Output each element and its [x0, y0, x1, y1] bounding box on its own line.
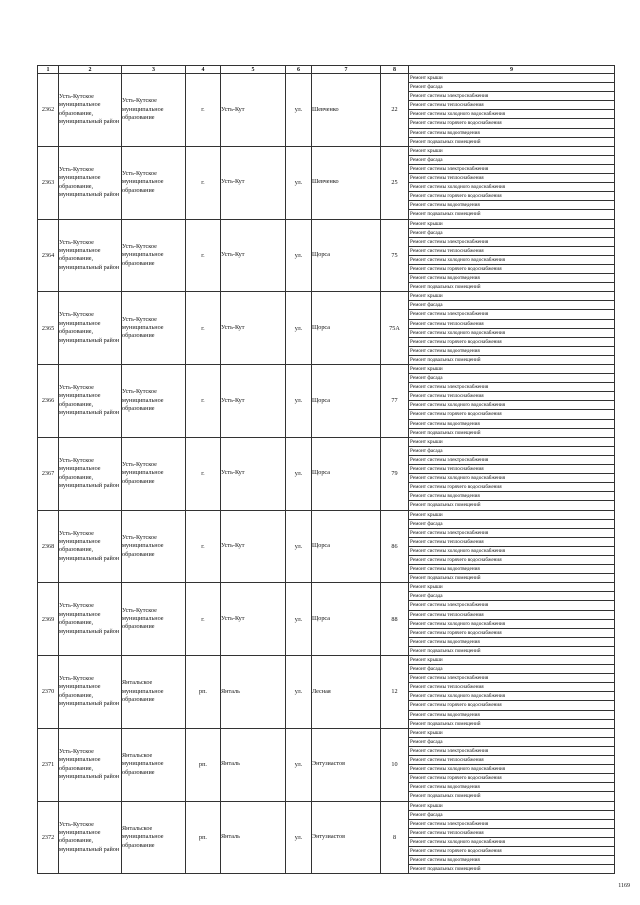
street-name-cell: Энтузиастов — [312, 801, 381, 874]
municipality-cell: Янтальское муниципальное образование — [122, 801, 186, 874]
municipality-cell: Усть-Кутское муниципальное образование — [122, 292, 186, 365]
header-col-3: 3 — [122, 66, 186, 74]
repair-work-item: Ремонт системы электроснабжения — [409, 529, 614, 538]
repair-work-item: Ремонт системы теплоснабжения — [409, 320, 614, 329]
repair-work-item: Ремонт подвальных помещений — [410, 866, 481, 873]
municipal-district-cell: Усть-Кутское муниципальное образование, муниципальный район — [59, 292, 122, 365]
repair-work-item: Ремонт системы горячего водоснабжения — [409, 338, 614, 347]
repair-works-cell — [409, 437, 615, 510]
street-type-cell: ул. — [286, 510, 312, 583]
repair-work-item: Ремонт системы холодного водоснабжения — [409, 183, 614, 192]
settlement-name-cell: Усть-Кут — [221, 583, 286, 656]
record-number-cell: 2366 — [38, 365, 59, 438]
municipality-cell: Усть-Кутское муниципальное образование — [122, 219, 186, 292]
street-type-cell: ул. — [286, 728, 312, 801]
municipal-district-cell: Усть-Кутское муниципальное образование, муниципальный район — [59, 74, 122, 147]
header-col-2: 2 — [59, 66, 122, 74]
repair-work-item: Ремонт системы горячего водоснабжения — [409, 774, 614, 783]
settlement-type-cell: г. — [186, 365, 221, 438]
header-col-4: 4 — [186, 66, 221, 74]
repair-work-item: Ремонт крыши — [409, 656, 614, 665]
repair-work-item: Ремонт системы холодного водоснабжения — [409, 620, 614, 629]
municipality-cell: Усть-Кутское муниципальное образование — [122, 583, 186, 656]
repair-work-item: Ремонт крыши — [409, 438, 614, 447]
record-number-cell: 2364 — [38, 219, 59, 292]
record-number-cell: 2370 — [38, 656, 59, 729]
settlement-type-cell: г. — [186, 437, 221, 510]
repair-work-item: Ремонт подвальных помещений — [410, 502, 481, 509]
repair-work-item: Ремонт подвальных помещений — [410, 138, 481, 145]
repair-works-cell — [409, 365, 615, 438]
repair-work-item: Ремонт крыши — [409, 583, 614, 592]
repair-work-item: Ремонт системы теплоснабжения — [409, 174, 614, 183]
repair-work-item: Ремонт системы электроснабжения — [409, 238, 614, 247]
house-number-cell: 88 — [381, 583, 409, 656]
repair-work-item: Ремонт фасада — [409, 447, 614, 456]
header-col-5: 5 — [221, 66, 286, 74]
repair-work-item: Ремонт системы горячего водоснабжения — [409, 410, 614, 419]
repair-work-item: Ремонт системы холодного водоснабжения — [409, 110, 614, 119]
repair-works-cell — [409, 656, 615, 729]
settlement-name-cell: Усть-Кут — [221, 74, 286, 147]
repair-work-item: Ремонт системы холодного водоснабжения — [409, 765, 614, 774]
record-number-cell: 2362 — [38, 74, 59, 147]
record-number-cell: 2363 — [38, 146, 59, 219]
repair-work-item: Ремонт системы холодного водоснабжения — [409, 838, 614, 847]
record-number-cell: 2367 — [38, 437, 59, 510]
repair-works-cell — [409, 801, 615, 874]
repair-work-item: Ремонт системы электроснабжения — [409, 310, 614, 319]
street-name-cell: Лесная — [312, 656, 381, 729]
street-type-cell: ул. — [286, 365, 312, 438]
record-number-cell: 2365 — [38, 292, 59, 365]
settlement-type-cell: рп. — [186, 728, 221, 801]
municipal-district-cell: Усть-Кутское муниципальное образование, муниципальный район — [59, 801, 122, 874]
municipal-district-cell: Усть-Кутское муниципальное образование, муниципальный район — [59, 510, 122, 583]
repair-work-item: Ремонт системы водоотведения — [409, 492, 614, 501]
settlement-name-cell: Усть-Кут — [221, 510, 286, 583]
repair-work-item: Ремонт системы теплоснабжения — [409, 247, 614, 256]
house-number-cell: 8 — [381, 801, 409, 874]
repair-work-item: Ремонт системы электроснабжения — [409, 674, 614, 683]
house-number-cell: 10 — [381, 728, 409, 801]
repair-work-item: Ремонт системы горячего водоснабжения — [409, 701, 614, 710]
street-name-cell: Щорса — [312, 510, 381, 583]
table-row — [38, 219, 615, 292]
repair-work-item: Ремонт системы водоотведения — [409, 129, 614, 138]
repair-works-cell — [409, 583, 615, 656]
street-type-cell: ул. — [286, 219, 312, 292]
repair-work-item: Ремонт системы водоотведения — [409, 420, 614, 429]
repair-works-cell — [409, 74, 615, 147]
page-number: 1169 — [618, 883, 630, 889]
repair-work-item: Ремонт фасада — [409, 520, 614, 529]
repair-work-item: Ремонт фасада — [409, 229, 614, 238]
municipal-district-cell: Усть-Кутское муниципальное образование, муниципальный район — [59, 583, 122, 656]
repair-work-item: Ремонт подвальных помещений — [410, 720, 481, 727]
repair-work-item: Ремонт системы теплоснабжения — [409, 392, 614, 401]
repair-work-item: Ремонт крыши — [409, 802, 614, 811]
repair-work-item: Ремонт системы водоотведения — [409, 783, 614, 792]
settlement-type-cell: г. — [186, 292, 221, 365]
repair-work-item: Ремонт фасада — [409, 738, 614, 747]
repair-work-item: Ремонт системы горячего водоснабжения — [409, 265, 614, 274]
repair-work-item: Ремонт системы горячего водоснабжения — [409, 556, 614, 565]
street-name-cell: Шевченко — [312, 146, 381, 219]
municipality-cell: Усть-Кутское муниципальное образование — [122, 365, 186, 438]
repair-work-item: Ремонт системы водоотведения — [409, 347, 614, 356]
repair-work-item: Ремонт системы горячего водоснабжения — [409, 629, 614, 638]
repair-work-item: Ремонт системы горячего водоснабжения — [409, 119, 614, 128]
record-number-cell: 2372 — [38, 801, 59, 874]
repair-work-item: Ремонт подвальных помещений — [410, 647, 481, 654]
repair-work-item: Ремонт системы теплоснабжения — [409, 683, 614, 692]
settlement-type-cell: рп. — [186, 801, 221, 874]
repair-work-item: Ремонт подвальных помещений — [410, 575, 481, 582]
repair-work-item: Ремонт системы водоотведения — [409, 274, 614, 283]
table-row — [38, 146, 615, 219]
repair-work-item: Ремонт крыши — [409, 729, 614, 738]
street-type-cell: ул. — [286, 292, 312, 365]
repair-work-item: Ремонт системы холодного водоснабжения — [409, 256, 614, 265]
repair-work-item: Ремонт системы горячего водоснабжения — [409, 847, 614, 856]
settlement-name-cell: Усть-Кут — [221, 219, 286, 292]
repair-work-item: Ремонт крыши — [409, 220, 614, 229]
street-type-cell: ул. — [286, 583, 312, 656]
repair-work-item: Ремонт подвальных помещений — [410, 284, 481, 291]
repair-work-item: Ремонт системы теплоснабжения — [409, 611, 614, 620]
municipality-cell: Усть-Кутское муниципальное образование — [122, 510, 186, 583]
table-row — [38, 437, 615, 510]
municipal-district-cell: Усть-Кутское муниципальное образование, муниципальный район — [59, 365, 122, 438]
municipal-district-cell: Усть-Кутское муниципальное образование, муниципальный район — [59, 146, 122, 219]
record-number-cell: 2371 — [38, 728, 59, 801]
table-row — [38, 801, 615, 874]
repair-work-item: Ремонт системы электроснабжения — [409, 820, 614, 829]
repair-work-item: Ремонт крыши — [409, 365, 614, 374]
repair-work-item: Ремонт фасада — [409, 156, 614, 165]
municipality-cell: Янтальское муниципальное образование — [122, 728, 186, 801]
repair-work-item: Ремонт системы теплоснабжения — [409, 756, 614, 765]
repair-work-item: Ремонт системы теплоснабжения — [409, 101, 614, 110]
repair-work-item: Ремонт системы водоотведения — [409, 856, 614, 865]
house-number-cell: 12 — [381, 656, 409, 729]
repair-work-item: Ремонт подвальных помещений — [410, 793, 481, 800]
repair-work-item: Ремонт подвальных помещений — [410, 356, 481, 363]
repair-work-item: Ремонт системы теплоснабжения — [409, 829, 614, 838]
repair-work-item: Ремонт крыши — [409, 74, 614, 83]
repair-work-item: Ремонт системы холодного водоснабжения — [409, 692, 614, 701]
repair-work-item: Ремонт системы водоотведения — [409, 201, 614, 210]
settlement-name-cell: Янталь — [221, 728, 286, 801]
street-name-cell: Щорса — [312, 583, 381, 656]
settlement-name-cell: Усть-Кут — [221, 292, 286, 365]
settlement-type-cell: г. — [186, 583, 221, 656]
house-number-cell: 79 — [381, 437, 409, 510]
repair-work-item: Ремонт системы электроснабжения — [409, 165, 614, 174]
settlement-type-cell: г. — [186, 510, 221, 583]
repair-work-item: Ремонт подвальных помещений — [410, 429, 481, 436]
table-row — [38, 656, 615, 729]
house-number-cell: 77 — [381, 365, 409, 438]
settlement-name-cell: Усть-Кут — [221, 365, 286, 438]
settlement-type-cell: г. — [186, 219, 221, 292]
header-col-8: 8 — [381, 66, 409, 74]
table-row — [38, 292, 615, 365]
table-row — [38, 365, 615, 438]
repair-work-item: Ремонт фасада — [409, 301, 614, 310]
repair-work-item: Ремонт фасада — [409, 811, 614, 820]
municipality-cell: Усть-Кутское муниципальное образование — [122, 146, 186, 219]
repair-work-item: Ремонт системы электроснабжения — [409, 747, 614, 756]
repair-work-item: Ремонт системы теплоснабжения — [409, 538, 614, 547]
municipal-district-cell: Усть-Кутское муниципальное образование, муниципальный район — [59, 656, 122, 729]
repair-work-item: Ремонт системы водоотведения — [409, 638, 614, 647]
settlement-name-cell: Усть-Кут — [221, 146, 286, 219]
header-col-7: 7 — [312, 66, 381, 74]
repair-works-cell — [409, 146, 615, 219]
repair-work-item: Ремонт системы горячего водоснабжения — [409, 483, 614, 492]
street-name-cell: Энтузиастов — [312, 728, 381, 801]
repair-work-item: Ремонт системы холодного водоснабжения — [409, 401, 614, 410]
repair-work-item: Ремонт системы электроснабжения — [409, 456, 614, 465]
header-col-9: 9 — [409, 66, 615, 74]
repair-works-cell — [409, 219, 615, 292]
table-row — [38, 728, 615, 801]
settlement-name-cell: Янталь — [221, 656, 286, 729]
municipal-district-cell: Усть-Кутское муниципальное образование, муниципальный район — [59, 219, 122, 292]
repair-works-cell — [409, 510, 615, 583]
repair-works-cell — [409, 292, 615, 365]
repair-work-item: Ремонт крыши — [409, 147, 614, 156]
settlement-type-cell: г. — [186, 146, 221, 219]
housing-repair-register-table — [37, 65, 615, 874]
repair-work-item: Ремонт крыши — [409, 511, 614, 520]
repair-work-item: Ремонт крыши — [409, 292, 614, 301]
table-row — [38, 583, 615, 656]
municipality-cell: Усть-Кутское муниципальное образование — [122, 74, 186, 147]
header-col-1: 1 — [38, 66, 59, 74]
municipal-district-cell: Усть-Кутское муниципальное образование, муниципальный район — [59, 437, 122, 510]
street-name-cell: Щорса — [312, 437, 381, 510]
repair-work-item: Ремонт фасада — [409, 374, 614, 383]
table-row — [38, 74, 615, 147]
street-type-cell: ул. — [286, 146, 312, 219]
municipality-cell: Усть-Кутское муниципальное образование — [122, 437, 186, 510]
street-type-cell: ул. — [286, 437, 312, 510]
table-row — [38, 510, 615, 583]
repair-work-item: Ремонт системы водоотведения — [409, 565, 614, 574]
header-col-6: 6 — [286, 66, 312, 74]
repair-work-item: Ремонт подвальных помещений — [410, 211, 481, 218]
repair-work-item: Ремонт системы электроснабжения — [409, 383, 614, 392]
municipal-district-cell: Усть-Кутское муниципальное образование, муниципальный район — [59, 728, 122, 801]
house-number-cell: 25 — [381, 146, 409, 219]
repair-work-item: Ремонт системы холодного водоснабжения — [409, 547, 614, 556]
house-number-cell: 86 — [381, 510, 409, 583]
street-type-cell: ул. — [286, 656, 312, 729]
repair-work-item: Ремонт фасада — [409, 665, 614, 674]
settlement-name-cell: Янталь — [221, 801, 286, 874]
repair-work-item: Ремонт системы холодного водоснабжения — [409, 474, 614, 483]
street-name-cell: Щорса — [312, 292, 381, 365]
repair-work-item: Ремонт фасада — [409, 592, 614, 601]
street-type-cell: ул. — [286, 801, 312, 874]
house-number-cell: 75 — [381, 219, 409, 292]
repair-work-item: Ремонт системы теплоснабжения — [409, 465, 614, 474]
repair-work-item: Ремонт системы водоотведения — [409, 711, 614, 720]
settlement-type-cell: рп. — [186, 656, 221, 729]
repair-work-item: Ремонт системы электроснабжения — [409, 92, 614, 101]
street-name-cell: Шевченко — [312, 74, 381, 147]
street-type-cell: ул. — [286, 74, 312, 147]
street-name-cell: Щорса — [312, 365, 381, 438]
street-name-cell: Щорса — [312, 219, 381, 292]
repair-work-item: Ремонт системы холодного водоснабжения — [409, 329, 614, 338]
settlement-type-cell: г. — [186, 74, 221, 147]
municipality-cell: Янтальское муниципальное образование — [122, 656, 186, 729]
house-number-cell: 75А — [381, 292, 409, 365]
repair-work-item: Ремонт системы горячего водоснабжения — [409, 192, 614, 201]
record-number-cell: 2369 — [38, 583, 59, 656]
repair-work-item: Ремонт системы электроснабжения — [409, 601, 614, 610]
header-row — [38, 66, 615, 74]
house-number-cell: 22 — [381, 74, 409, 147]
repair-works-cell — [409, 728, 615, 801]
repair-work-item: Ремонт фасада — [409, 83, 614, 92]
settlement-name-cell: Усть-Кут — [221, 437, 286, 510]
record-number-cell: 2368 — [38, 510, 59, 583]
